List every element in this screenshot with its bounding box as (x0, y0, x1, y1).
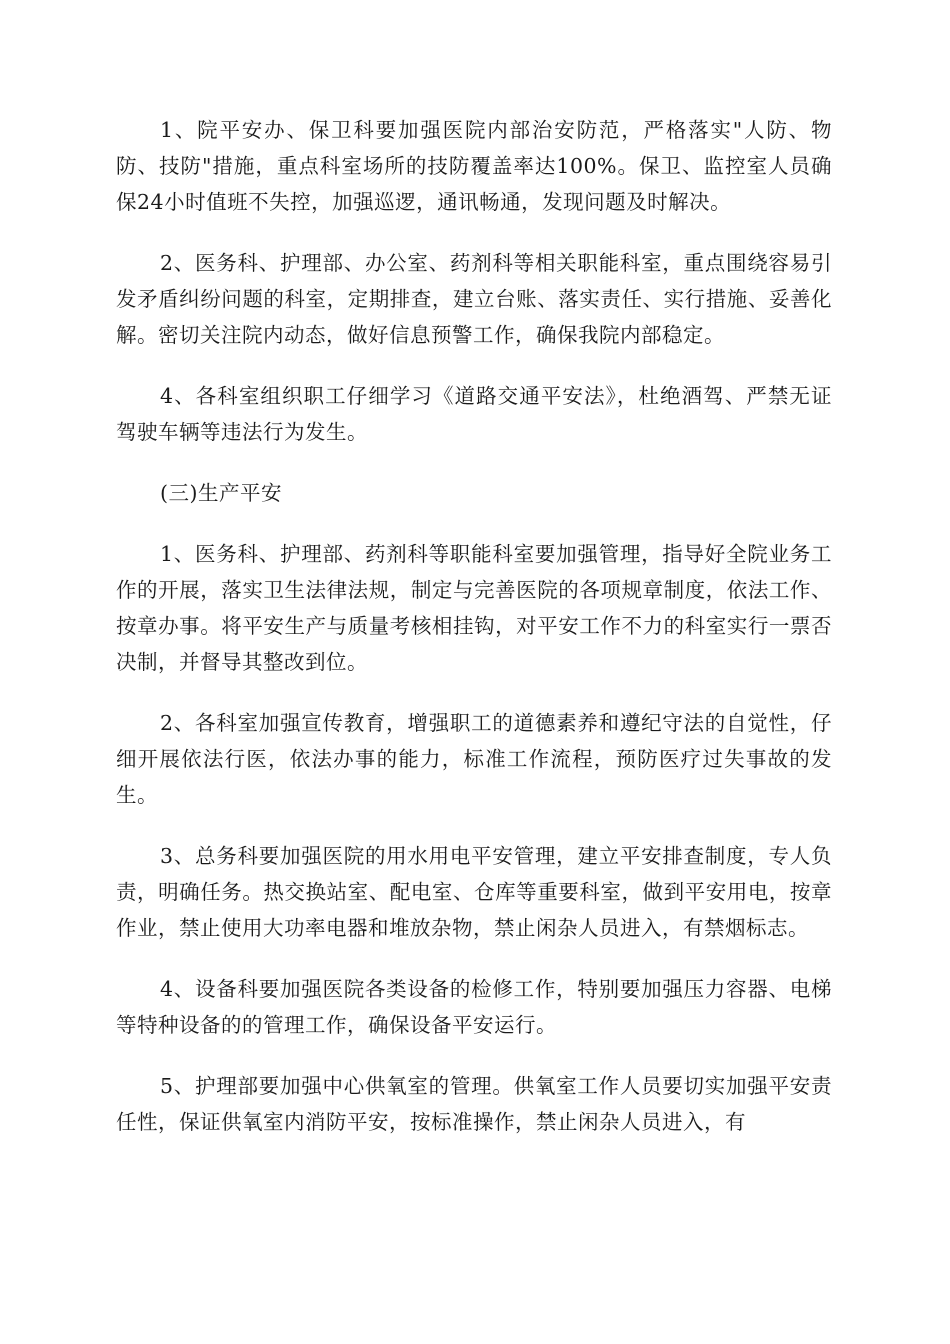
paragraph: 4、设备科要加强医院各类设备的检修工作，特别要加强压力容器、电梯等特种设备的的管理工作，确保设备平安运行。 (116, 977, 832, 1037)
paragraph: 5、护理部要加强中心供氧室的管理。供氧室工作人员要切实加强平安责任性，保证供氧室内消防平安，按标准操作，禁止闲杂人员进入，有 (116, 1074, 832, 1134)
paragraph: 4、各科室组织职工仔细学习《道路交通平安法》，杜绝酒驾、严禁无证驾驶车辆等违法行为发生。 (116, 384, 832, 444)
paragraph: 2、各科室加强宣传教育，增强职工的道德素养和遵纪守法的自觉性，仔细开展依法行医，依法办事的能力，标准工作流程，预防医疗过失事故的发生。 (116, 711, 832, 807)
document-page (116, 112, 832, 1165)
paragraph: 3、总务科要加强医院的用水用电平安管理，建立平安排查制度，专人负责，明确任务。热交换站室、配电室、仓库等重要科室，做到平安用电，按章作业，禁止使用大功率电器和堆放杂物，禁止闲杂人员进入，有禁烟标志。 (116, 844, 832, 940)
paragraph: 1、医务科、护理部、药剂科等职能科室要加强管理，指导好全院业务工作的开展，落实卫生法律法规，制定与完善医院的各项规章制度，依法工作、按章办事。将平安生产与质量考核相挂钩，对平安工作不力的科室实行一票否决制，并督导其整改到位。 (116, 542, 832, 674)
section-heading: (三)生产平安 (160, 481, 282, 505)
paragraph: 1、院平安办、保卫科要加强医院内部治安防范，严格落实"人防、物防、技防"措施，重点科室场所的技防覆盖率达100%。保卫、监控室人员确保24小时值班不失控，加强巡逻，通讯畅通，发现问题及时解决。 (116, 118, 832, 214)
paragraph: 2、医务科、护理部、办公室、药剂科等相关职能科室，重点围绕容易引发矛盾纠纷问题的科室，定期排查，建立台账、落实责任、实行措施、妥善化解。密切关注院内动态，做好信息预警工作，确保我院内部稳定。 (116, 251, 832, 347)
